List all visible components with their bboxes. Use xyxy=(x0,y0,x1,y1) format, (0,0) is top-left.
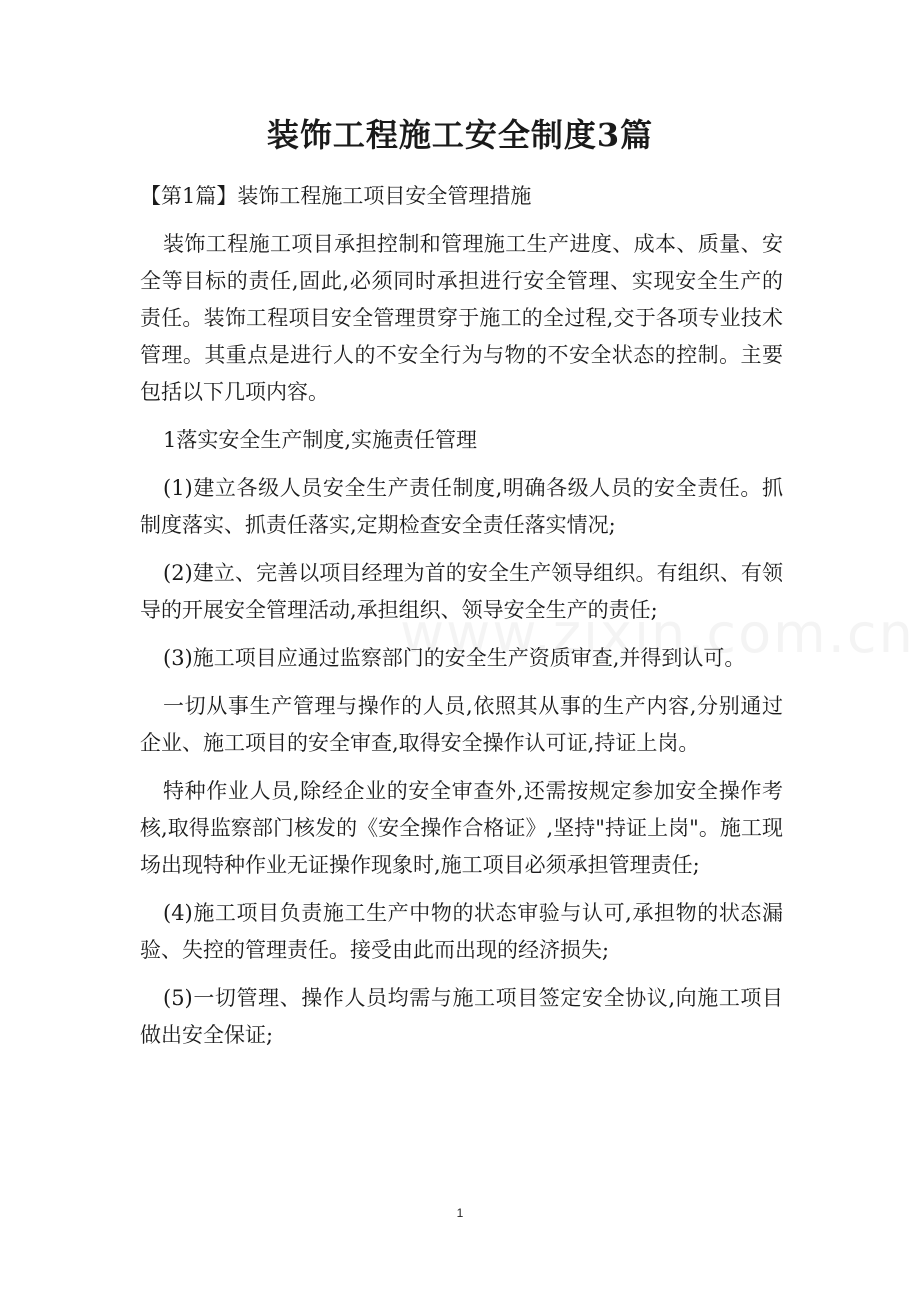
paragraph-item-5: (5)一切管理、操作人员均需与施工项目签定安全协议,向施工项目做出安全保证; xyxy=(140,986,783,1047)
section-heading: 【第1篇】装饰工程施工项目安全管理措施 xyxy=(140,184,532,208)
document-title: 装饰工程施工安全制度3篇 xyxy=(266,116,654,154)
paragraph-intro: 装饰工程施工项目承担控制和管理施工生产进度、成本、质量、安全等目标的责任,固此,必须同时承担进行安全管理、实现安全生产的责任。装饰工程项目安全管理贯穿于施工的全过程,交于各项专业技术管理。其重点是进行人的不安全行为与物的不安全状态的控制。主要包括以下几项内容。 xyxy=(140,232,783,404)
paragraph-item-2: (2)建立、完善以项目经理为首的安全生产领导组织。有组织、有领导的开展安全管理活动,承担组织、领导安全生产的责任; xyxy=(140,561,783,622)
paragraph-subheading-1: 1落实安全生产制度,实施责任管理 xyxy=(163,428,478,452)
paragraph-item-3: (3)施工项目应通过监察部门的安全生产资质审查,并得到认可。 xyxy=(163,646,746,670)
paragraph-special-workers: 特种作业人员,除经企业的安全审查外,还需按规定参加安全操作考核,取得监察部门核发的《安全操作合格证》,坚持"持证上岗"。施工现场出现特种作业无证操作现象时,施工项目必须承担管理责任; xyxy=(140,779,783,877)
paragraph-item-1: (1)建立各级人员安全生产责任制度,明确各级人员的安全责任。抓制度落实、抓责任落实,定期检查安全责任落实情况; xyxy=(140,476,783,537)
paragraph-certification: 一切从事生产管理与操作的人员,依照其从事的生产内容,分别通过企业、施工项目的安全审查,取得安全操作认可证,持证上岗。 xyxy=(140,694,783,755)
paragraph-item-4: (4)施工项目负责施工生产中物的状态审验与认可,承担物的状态漏验、失控的管理责任。接受由此而出现的经济损失; xyxy=(140,901,783,962)
page-number: 1 xyxy=(456,1206,464,1220)
document-body xyxy=(140,178,783,1065)
